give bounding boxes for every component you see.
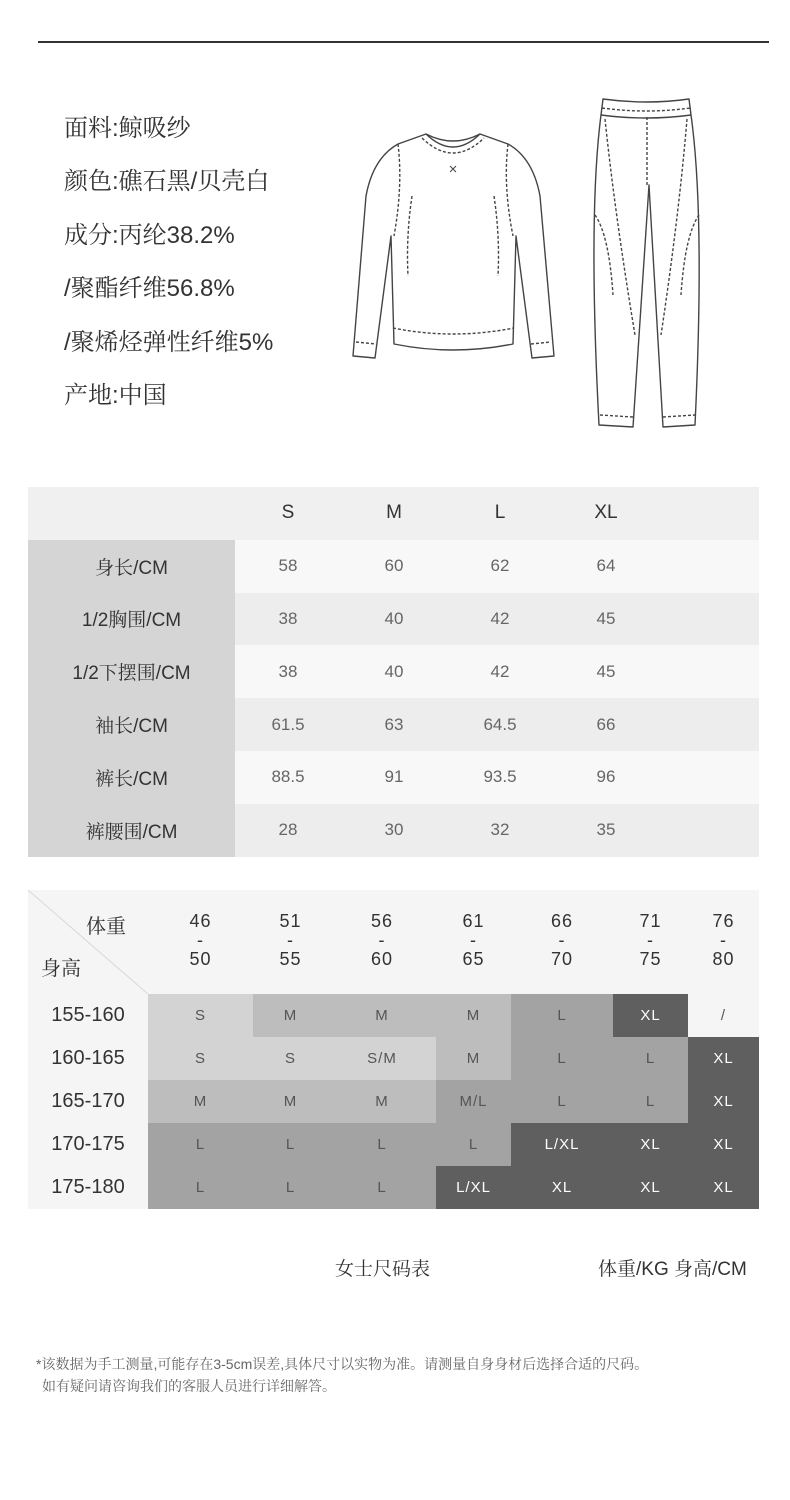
recommended-size-cell: / bbox=[688, 994, 759, 1037]
recommended-size-cell: L bbox=[253, 1166, 328, 1209]
table-row bbox=[28, 1037, 759, 1080]
size-header-xl: XL bbox=[594, 502, 618, 524]
weight-range-header bbox=[261, 912, 321, 969]
disclaimer-line-2: 如有疑问请咨询我们的客服人员进行详细解答。 bbox=[42, 1378, 336, 1394]
weight-low: 76 bbox=[712, 911, 735, 931]
recommended-size-cell: L bbox=[511, 1037, 613, 1080]
recommended-size-cell: L bbox=[328, 1166, 436, 1209]
weight-low: 66 bbox=[550, 911, 574, 931]
table-cell: 32 bbox=[490, 820, 510, 840]
recommended-size-cell: S/M bbox=[328, 1037, 436, 1080]
recommended-size-cell: L bbox=[328, 1123, 436, 1166]
recommended-size-cell: M bbox=[328, 1080, 436, 1123]
table-row bbox=[28, 994, 759, 1037]
weight-range-header bbox=[532, 912, 592, 969]
weight-range-header bbox=[444, 912, 504, 969]
table-row bbox=[28, 1123, 759, 1166]
weight-range-header bbox=[171, 912, 231, 969]
recommended-size-cell: XL bbox=[688, 1123, 759, 1166]
row-label: 1/2下摆围/CM bbox=[28, 645, 235, 698]
height-range-label: 175-180 bbox=[28, 1166, 148, 1209]
weight-sep: - bbox=[647, 930, 654, 950]
recommended-size-cell: XL bbox=[613, 1123, 688, 1166]
fabric-specs bbox=[64, 108, 273, 428]
recommended-size-cell: L bbox=[511, 1080, 613, 1123]
table-cell: 60 bbox=[384, 556, 404, 576]
recommend-header bbox=[28, 890, 759, 994]
table-cell: 91 bbox=[384, 767, 404, 787]
table-cell: 30 bbox=[384, 820, 404, 840]
row-label: 裤腰围/CM bbox=[28, 804, 235, 857]
table-cell: 58 bbox=[278, 556, 298, 576]
recommended-size-cell: M bbox=[436, 1037, 511, 1080]
disclaimer-note bbox=[36, 1353, 648, 1397]
leggings-illustration bbox=[585, 95, 710, 435]
weight-low: 71 bbox=[639, 911, 662, 931]
weight-low: 51 bbox=[279, 911, 302, 931]
recommended-size-cell: L/XL bbox=[436, 1166, 511, 1209]
weight-high: 50 bbox=[189, 949, 212, 969]
weight-high: 75 bbox=[639, 949, 662, 969]
recommended-size-cell: S bbox=[253, 1037, 328, 1080]
table-cell: 66 bbox=[596, 714, 616, 734]
table-cell: 45 bbox=[596, 661, 616, 681]
height-range-label: 165-170 bbox=[28, 1080, 148, 1123]
table-row bbox=[28, 751, 759, 804]
weight-sep: - bbox=[287, 930, 294, 950]
table-cell: 61.5 bbox=[271, 714, 305, 734]
weight-low: 61 bbox=[462, 911, 485, 931]
table-cell: 38 bbox=[278, 661, 298, 681]
chart-caption: 女士尺码表 bbox=[335, 1259, 431, 1280]
table-row bbox=[28, 593, 759, 646]
recommended-size-cell: M/L bbox=[436, 1080, 511, 1123]
recommended-size-cell: XL bbox=[688, 1166, 759, 1209]
height-axis-label: 身高 bbox=[41, 958, 81, 980]
top-divider bbox=[38, 41, 769, 43]
weight-range-header bbox=[694, 912, 754, 969]
recommended-size-cell: L bbox=[613, 1037, 688, 1080]
recommended-size-cell: XL bbox=[688, 1037, 759, 1080]
recommended-size-cell: L bbox=[148, 1166, 253, 1209]
row-label: 1/2胸围/CM bbox=[28, 593, 235, 646]
recommended-size-cell: S bbox=[148, 994, 253, 1037]
weight-sep: - bbox=[558, 930, 566, 950]
weight-low: 46 bbox=[189, 911, 212, 931]
table-cell: 40 bbox=[384, 608, 404, 628]
table-row bbox=[28, 1080, 759, 1123]
table-cell: 93.5 bbox=[483, 767, 517, 787]
weight-high: 65 bbox=[462, 949, 485, 969]
height-range-label: 170-175 bbox=[28, 1123, 148, 1166]
table-row bbox=[28, 645, 759, 698]
long-sleeve-top-illustration bbox=[348, 126, 558, 376]
size-header-m: M bbox=[386, 502, 402, 524]
recommended-size-cell: L bbox=[436, 1123, 511, 1166]
size-header-blank bbox=[28, 487, 235, 540]
recommended-size-cell: M bbox=[253, 1080, 328, 1123]
table-row bbox=[28, 698, 759, 751]
recommended-size-cell: XL bbox=[613, 1166, 688, 1209]
height-range-label: 155-160 bbox=[28, 994, 148, 1037]
recommended-size-cell: L bbox=[613, 1080, 688, 1123]
weight-sep: - bbox=[197, 930, 204, 950]
table-cell: 88.5 bbox=[271, 767, 305, 787]
table-cell: 42 bbox=[490, 608, 510, 628]
recommended-size-cell: L bbox=[148, 1123, 253, 1166]
recommended-size-cell: M bbox=[328, 994, 436, 1037]
table-cell: 28 bbox=[278, 820, 298, 840]
spec-fabric: 面料:鲸吸纱 bbox=[64, 115, 191, 142]
weight-axis-label: 体重 bbox=[86, 916, 126, 938]
recommended-size-cell: L bbox=[253, 1123, 328, 1166]
size-header-row bbox=[28, 487, 759, 540]
recommended-size-cell: XL bbox=[511, 1166, 613, 1209]
table-cell: 64.5 bbox=[483, 714, 517, 734]
table-row bbox=[28, 1166, 759, 1209]
weight-range-header bbox=[621, 912, 681, 969]
weight-high: 60 bbox=[370, 949, 394, 969]
weight-high: 80 bbox=[712, 949, 735, 969]
size-header-s: S bbox=[281, 502, 295, 524]
weight-sep: - bbox=[378, 930, 386, 950]
spec-composition: 成分:丙纶38.2% bbox=[64, 221, 235, 249]
size-recommendation-table bbox=[28, 890, 759, 1209]
weight-high: 55 bbox=[279, 949, 302, 969]
weight-range-header bbox=[352, 912, 412, 969]
spec-origin: 产地:中国 bbox=[64, 381, 167, 409]
table-cell: 96 bbox=[596, 767, 616, 787]
units-caption: 体重/KG 身高/CM bbox=[598, 1259, 747, 1280]
table-row bbox=[28, 804, 759, 857]
spec-composition-3: /聚烯烃弹性纤维5% bbox=[64, 328, 274, 356]
weight-low: 56 bbox=[370, 911, 394, 931]
table-cell: 64 bbox=[596, 556, 616, 576]
recommended-size-cell: S bbox=[148, 1037, 253, 1080]
weight-sep: - bbox=[720, 930, 727, 950]
weight-high: 70 bbox=[550, 949, 574, 969]
recommended-size-cell: M bbox=[253, 994, 328, 1037]
table-cell: 63 bbox=[384, 714, 404, 734]
table-cell: 45 bbox=[596, 608, 616, 628]
table-cell: 38 bbox=[278, 608, 298, 628]
row-label: 裤长/CM bbox=[28, 751, 235, 804]
row-label: 袖长/CM bbox=[28, 698, 235, 751]
table-cell: 42 bbox=[490, 661, 510, 681]
size-measurement-table bbox=[28, 487, 759, 857]
recommended-size-cell: L/XL bbox=[511, 1123, 613, 1166]
disclaimer-line-1: *该数据为手工测量,可能存在3-5cm误差,具体尺寸以实物为准。请测量自身身材后选择合适的尺码。 bbox=[36, 1356, 649, 1372]
size-header-l: L bbox=[494, 502, 506, 524]
table-cell: 35 bbox=[596, 820, 616, 840]
height-range-label: 160-165 bbox=[28, 1037, 148, 1080]
recommended-size-cell: XL bbox=[613, 994, 688, 1037]
recommended-size-cell: L bbox=[511, 994, 613, 1037]
table-cell: 62 bbox=[490, 556, 510, 576]
weight-sep: - bbox=[470, 930, 477, 950]
table-row bbox=[28, 540, 759, 593]
recommended-size-cell: M bbox=[148, 1080, 253, 1123]
row-label: 身长/CM bbox=[28, 540, 235, 593]
spec-color: 颜色:礁石黑/贝壳白 bbox=[64, 168, 270, 196]
table-cell: 40 bbox=[384, 661, 404, 681]
spec-composition-2: /聚酯纤维56.8% bbox=[64, 275, 235, 303]
recommended-size-cell: XL bbox=[688, 1080, 759, 1123]
recommended-size-cell: M bbox=[436, 994, 511, 1037]
